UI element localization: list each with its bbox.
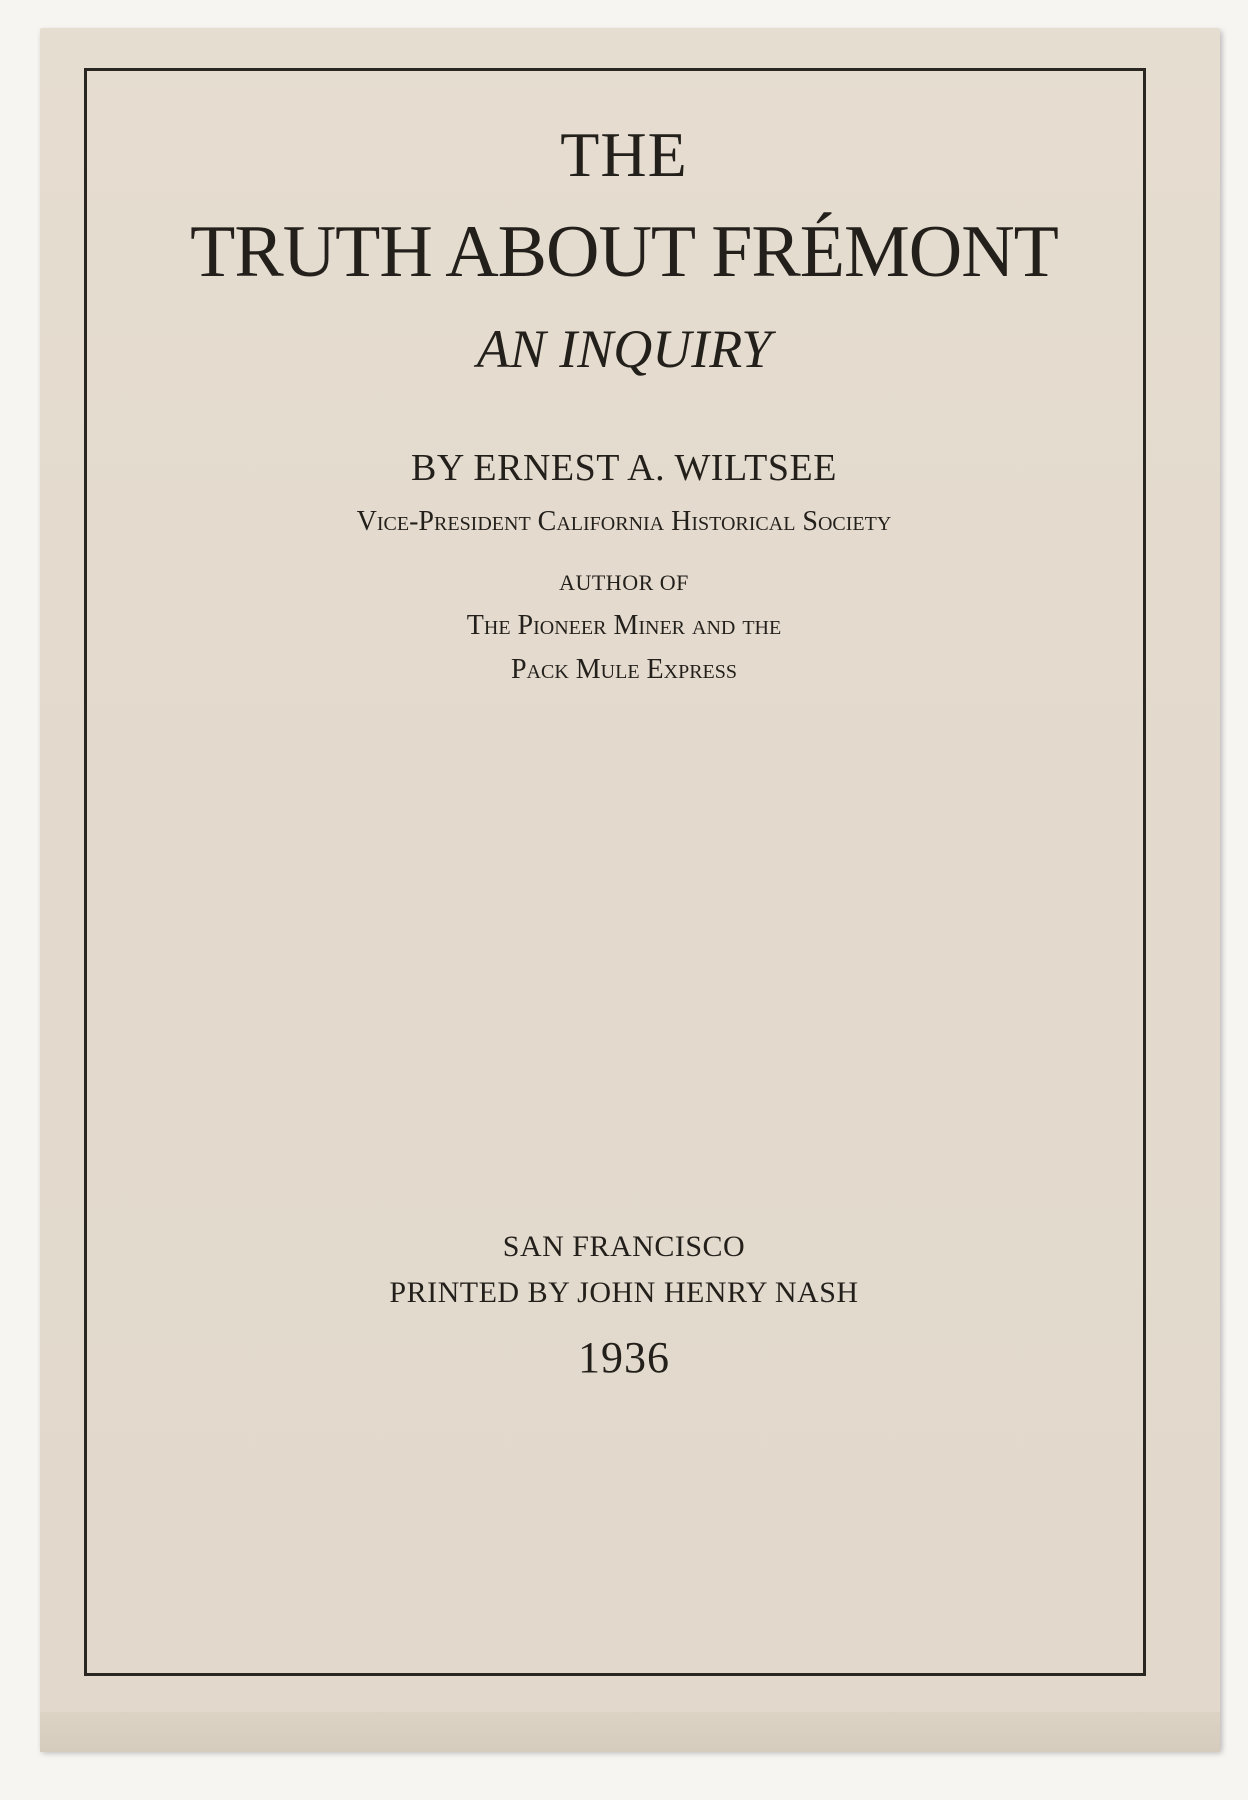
printer-credit: PRINTED BY JOHN HENRY NASH — [389, 1276, 859, 1309]
previous-work-line-2: Pack Mule Express — [510, 654, 738, 685]
title-line-2: TRUTH ABOUT FRÉMONT — [190, 211, 1058, 293]
title-line-1: THE — [560, 119, 688, 190]
subtitle: AN INQUIRY — [476, 319, 772, 379]
cover-bottom-edge — [40, 1712, 1220, 1752]
author-of-label: AUTHOR OF — [559, 570, 689, 595]
previous-work-line-1: The Pioneer Miner and the — [466, 610, 782, 641]
author-byline: BY ERNEST A. WILTSEE — [411, 447, 837, 489]
cover-border-frame — [84, 68, 1146, 1676]
publication-city: SAN FRANCISCO — [502, 1230, 746, 1263]
author-affiliation: Vice-President California Historical Society — [356, 506, 892, 537]
publication-year: 1936 — [578, 1333, 670, 1382]
